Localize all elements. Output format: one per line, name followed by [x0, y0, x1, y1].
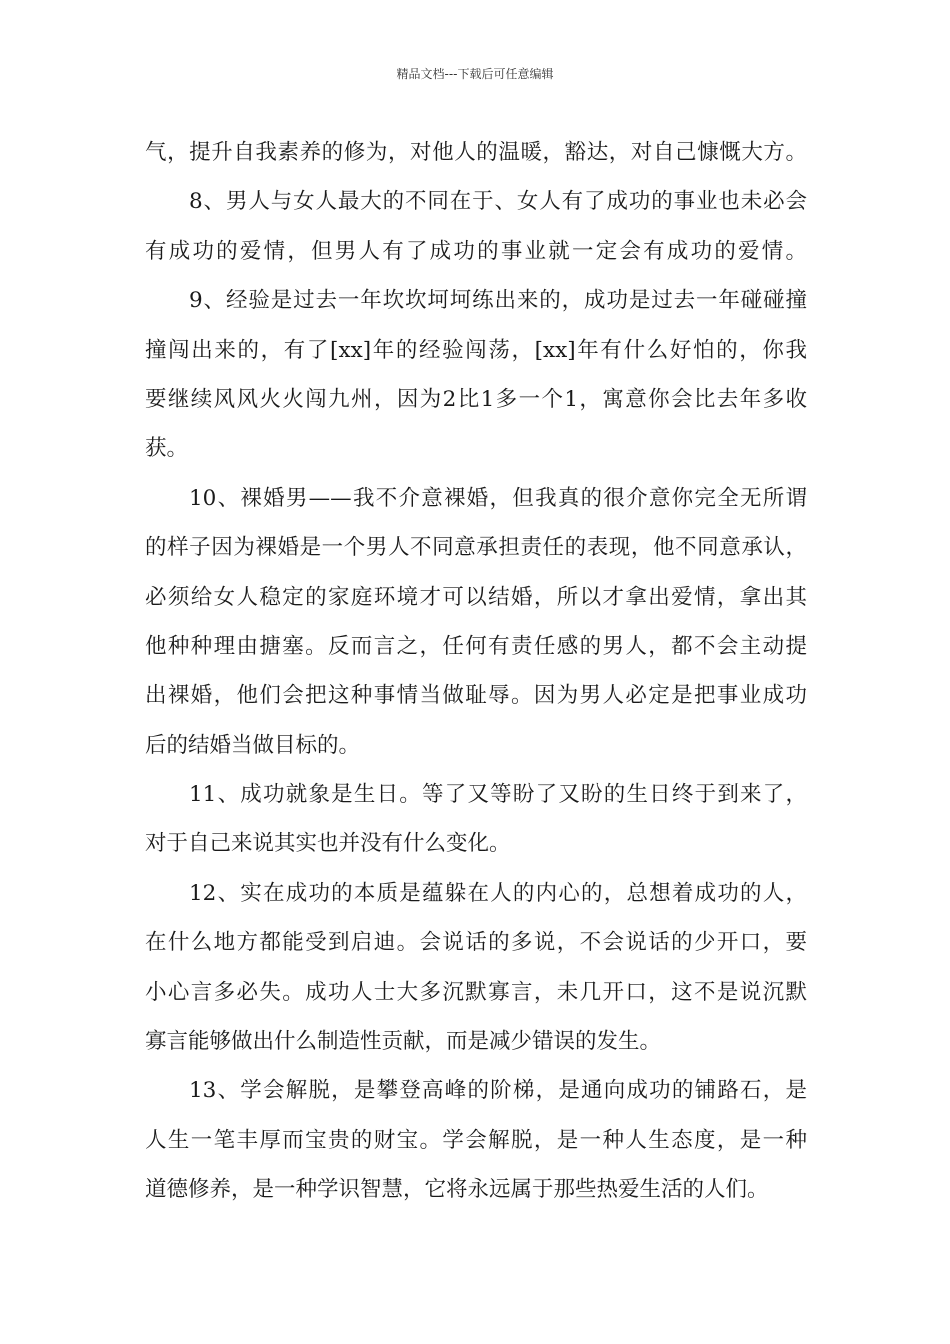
- text-line: 9、经验是过去一年坎坎坷坷练出来的，成功是过去一年碰碰撞: [189, 288, 807, 314]
- page-header: 精品文档---下载后可任意编辑: [396, 67, 554, 81]
- text-line: 小心言多必失。成功人士大多沉默寡言，未几开口，这不是说沉默: [145, 979, 807, 1005]
- text-line: 11、成功就象是生日。等了又等盼了又盼的生日终于到来了，: [189, 782, 807, 808]
- text-line: 对于自己来说其实也并没有什么变化。: [145, 831, 511, 857]
- text-line: 人生一笔丰厚而宝贵的财宝。学会解脱，是一种人生态度，是一种: [145, 1127, 807, 1153]
- text-line: 道德修养，是一种学识智慧，它将永远属于那些热爱生活的人们。: [145, 1177, 769, 1203]
- text-line: 气，提升自我素养的修为，对他人的温暖，豁达，对自己慷慨大方。: [145, 140, 807, 165]
- text-line: 获。: [145, 436, 189, 462]
- text-line: 他种种理由搪塞。反而言之，任何有责任感的男人，都不会主动提: [145, 633, 807, 659]
- text-line: 10、裸婚男——我不介意裸婚，但我真的很介意你完全无所谓: [189, 485, 807, 511]
- text-line: 的样子因为裸婚是一个男人不同意承担责任的表现，他不同意承认，: [145, 535, 807, 561]
- document-body: [145, 128, 807, 1215]
- text-line: 必须给女人稳定的家庭环境才可以结婚，所以才拿出爱情，拿出其: [145, 584, 807, 610]
- text-line: 后的结婚当做目标的。: [145, 732, 361, 758]
- text-line: 在什么地方都能受到启迪。会说话的多说，不会说话的少开口，要: [145, 930, 807, 956]
- text-line: 寡言能够做出什么制造性贡献，而是减少错误的发生。: [145, 1029, 662, 1055]
- text-line: 要继续风风火火闯九州，因为2比1多一个1，寓意你会比去年多收: [145, 386, 807, 412]
- text-line: 12、实在成功的本质是蕴躲在人的内心的，总想着成功的人，: [189, 880, 807, 906]
- text-line: 撞闯出来的，有了[xx]年的经验闯荡，[xx]年有什么好怕的，你我: [145, 337, 807, 363]
- text-line: 出裸婚，他们会把这种事情当做耻辱。因为男人必定是把事业成功: [145, 683, 807, 709]
- text-line: 13、学会解脱，是攀登高峰的阶梯，是通向成功的铺路石，是: [189, 1078, 807, 1104]
- text-line: 8、男人与女人最大的不同在于、女人有了成功的事业也未必会: [189, 189, 807, 215]
- text-line: 有成功的爱情，但男人有了成功的事业就一定会有成功的爱情。: [145, 238, 807, 264]
